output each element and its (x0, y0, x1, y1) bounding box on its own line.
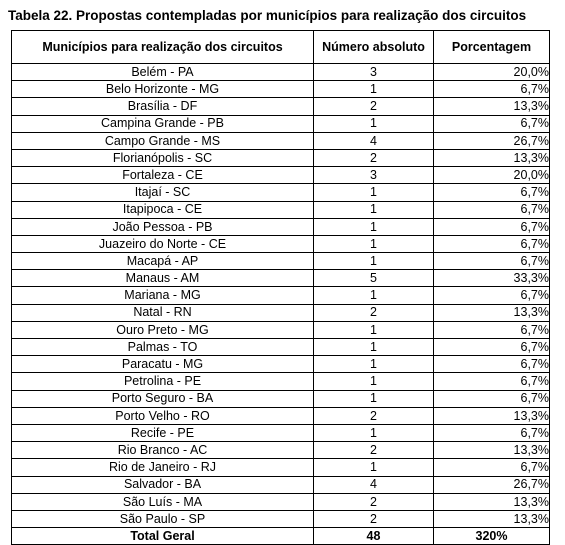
row-percent: 13,3% (434, 442, 550, 459)
row-city: Macapá - AP (12, 253, 314, 270)
row-percent: 20,0% (434, 64, 550, 81)
row-count: 1 (314, 184, 434, 201)
row-count: 2 (314, 149, 434, 166)
row-city: Campina Grande - PB (12, 115, 314, 132)
row-count: 3 (314, 64, 434, 81)
table-row (12, 184, 550, 201)
row-percent: 6,7% (434, 390, 550, 407)
row-count: 3 (314, 167, 434, 184)
row-city: Florianópolis - SC (12, 149, 314, 166)
table-row (12, 442, 550, 459)
row-city: Manaus - AM (12, 270, 314, 287)
row-count: 2 (314, 442, 434, 459)
row-count: 4 (314, 132, 434, 149)
row-percent: 6,7% (434, 459, 550, 476)
row-count: 4 (314, 476, 434, 493)
row-count: 1 (314, 201, 434, 218)
row-count: 1 (314, 339, 434, 356)
row-city: Juazeiro do Norte - CE (12, 235, 314, 252)
table-row (12, 287, 550, 304)
table-row (12, 218, 550, 235)
table-row (12, 321, 550, 338)
row-city: Belo Horizonte - MG (12, 81, 314, 98)
row-percent: 33,3% (434, 270, 550, 287)
row-count: 1 (314, 356, 434, 373)
row-percent: 13,3% (434, 98, 550, 115)
table-caption: Tabela 22. Propostas contempladas por municípios para realização dos circuitos (8, 8, 527, 23)
row-count: 2 (314, 98, 434, 115)
table-row (12, 407, 550, 424)
row-count: 2 (314, 510, 434, 527)
row-percent: 6,7% (434, 115, 550, 132)
table-row (12, 64, 550, 81)
total-percent: 320% (434, 528, 550, 545)
table-row (12, 98, 550, 115)
table-row (12, 167, 550, 184)
table-row (12, 270, 550, 287)
row-city: Itajaí - SC (12, 184, 314, 201)
header-percent: Porcentagem (434, 31, 550, 64)
row-city: São Paulo - SP (12, 510, 314, 527)
row-percent: 6,7% (434, 339, 550, 356)
row-city: Itapipoca - CE (12, 201, 314, 218)
row-percent: 20,0% (434, 167, 550, 184)
table-row (12, 339, 550, 356)
row-city: Campo Grande - MS (12, 132, 314, 149)
row-count: 1 (314, 115, 434, 132)
row-city: Palmas - TO (12, 339, 314, 356)
row-city: São Luís - MA (12, 493, 314, 510)
row-city: Paracatu - MG (12, 356, 314, 373)
row-percent: 6,7% (434, 218, 550, 235)
table-row (12, 201, 550, 218)
row-city: Belém - PA (12, 64, 314, 81)
proposals-table (11, 30, 550, 545)
row-count: 1 (314, 373, 434, 390)
table-row (12, 132, 550, 149)
table-row (12, 390, 550, 407)
row-city: Recife - PE (12, 424, 314, 441)
row-percent: 6,7% (434, 321, 550, 338)
row-percent: 13,3% (434, 304, 550, 321)
row-city: Rio Branco - AC (12, 442, 314, 459)
total-row (12, 528, 550, 545)
row-city: Porto Seguro - BA (12, 390, 314, 407)
table-row (12, 493, 550, 510)
row-count: 2 (314, 493, 434, 510)
row-count: 1 (314, 253, 434, 270)
row-count: 1 (314, 321, 434, 338)
row-city: Natal - RN (12, 304, 314, 321)
total-label: Total Geral (12, 528, 314, 545)
row-count: 2 (314, 304, 434, 321)
row-percent: 6,7% (434, 235, 550, 252)
table-row (12, 149, 550, 166)
row-count: 5 (314, 270, 434, 287)
row-city: João Pessoa - PB (12, 218, 314, 235)
table-row (12, 476, 550, 493)
row-percent: 6,7% (434, 201, 550, 218)
row-percent: 6,7% (434, 184, 550, 201)
row-percent: 26,7% (434, 132, 550, 149)
table-body (12, 64, 550, 528)
row-city: Rio de Janeiro - RJ (12, 459, 314, 476)
row-count: 1 (314, 287, 434, 304)
row-percent: 13,3% (434, 149, 550, 166)
table-row (12, 115, 550, 132)
table-row (12, 424, 550, 441)
row-count: 1 (314, 235, 434, 252)
header-row (12, 31, 550, 64)
row-percent: 6,7% (434, 424, 550, 441)
header-city: Municípios para realização dos circuitos (12, 31, 314, 64)
row-count: 1 (314, 390, 434, 407)
table-row (12, 510, 550, 527)
table-row (12, 356, 550, 373)
row-city: Fortaleza - CE (12, 167, 314, 184)
row-count: 1 (314, 218, 434, 235)
table-row (12, 459, 550, 476)
total-count: 48 (314, 528, 434, 545)
row-count: 1 (314, 81, 434, 98)
row-percent: 6,7% (434, 287, 550, 304)
row-percent: 13,3% (434, 510, 550, 527)
row-percent: 26,7% (434, 476, 550, 493)
row-count: 2 (314, 407, 434, 424)
table-row (12, 81, 550, 98)
row-city: Porto Velho - RO (12, 407, 314, 424)
row-percent: 6,7% (434, 356, 550, 373)
row-percent: 13,3% (434, 407, 550, 424)
row-percent: 6,7% (434, 81, 550, 98)
row-percent: 13,3% (434, 493, 550, 510)
table-row (12, 304, 550, 321)
table-row (12, 373, 550, 390)
row-count: 1 (314, 459, 434, 476)
row-city: Ouro Preto - MG (12, 321, 314, 338)
row-city: Salvador - BA (12, 476, 314, 493)
row-city: Mariana - MG (12, 287, 314, 304)
table-row (12, 235, 550, 252)
row-count: 1 (314, 424, 434, 441)
table-row (12, 253, 550, 270)
row-city: Brasília - DF (12, 98, 314, 115)
header-count: Número absoluto (314, 31, 434, 64)
row-percent: 6,7% (434, 253, 550, 270)
row-city: Petrolina - PE (12, 373, 314, 390)
row-percent: 6,7% (434, 373, 550, 390)
